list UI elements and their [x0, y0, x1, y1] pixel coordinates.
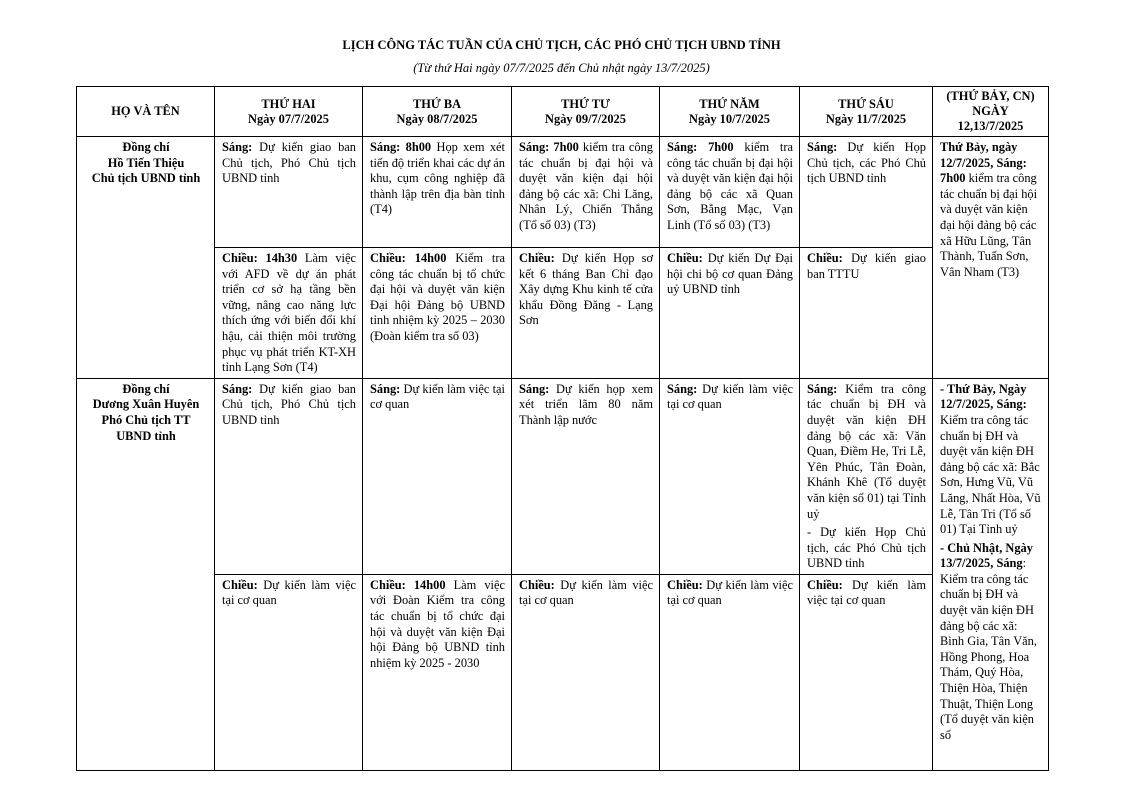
p1-wed-morning: Sáng: 7h00 kiểm tra công tác chuẩn bị đại hội và duyệt văn kiện đại hội đảng bộ các xã: Chi Lăng, Nhân Lý, Chiến Thắng (Tổ số 03) (T3) — [512, 137, 660, 248]
header-name: HỌ VÀ TÊN — [77, 87, 215, 137]
p2-tue-morning: Sáng: Dự kiến làm việc tại cơ quan — [363, 378, 512, 574]
p2-wed-morning: Sáng: Dự kiến họp xem xét triển lãm 80 năm Thành lập nước — [512, 378, 660, 574]
header-tuesday: THỨ BA Ngày 08/7/2025 — [363, 87, 512, 137]
p1-mon-afternoon: Chiều: 14h30 Làm việc với AFD về dự án phát triển cơ sở hạ tầng bền vững, nâng cao năng lực thích ứng với biến đổi khí hậu, cải thiện môi trường phục vụ phát triển KT-XH tỉnh Lạng Sơn (T4) — [215, 248, 363, 379]
p1-fri-morning: Sáng: Dự kiến Họp Chủ tịch, các Phó Chủ tịch UBND tỉnh — [800, 137, 933, 248]
person1-name: Đồng chí Hồ Tiến Thiệu Chủ tịch UBND tỉnh — [77, 137, 215, 379]
p1-tue-morning: Sáng: 8h00 Họp xem xét tiến độ triển khai các dự án khu, cụm công nghiệp đã thành lập trên địa bàn tỉnh (T4) — [363, 137, 512, 248]
person1-morning-row — [77, 137, 1049, 248]
header-weekend: (THỨ BẢY, CN) NGÀY 12,13/7/2025 — [933, 87, 1049, 137]
document-title: LỊCH CÔNG TÁC TUẦN CỦA CHỦ TỊCH, CÁC PHÓ CHỦ TỊCH UBND TỈNH — [342, 38, 781, 52]
p2-weekend: - Thứ Bảy, Ngày 12/7/2025, Sáng: Kiểm tra công tác chuẩn bị ĐH và duyệt văn kiện ĐH đảng bộ các xã: Bắc Sơn, Hưng Vũ, Vũ Lăng, Nhất Hòa, Vũ Lễ, Tân Tri (Tổ số 01) Tại Tỉnh uỷ - Chủ Nhật, Ngày 13/7/2025, Sáng: Kiểm tra công tác chuẩn bị ĐH và duyệt văn kiện ĐH đảng bộ các xã: Bình Gia, Tân Văn, Hồng Phong, Hoa Thám, Quý Hòa, Thiện Hòa, Thiện Thuật, Thiện Long (Tổ duyệt văn kiện số — [933, 378, 1049, 770]
p1-tue-afternoon: Chiều: 14h00 Kiểm tra công tác chuẩn bị tổ chức đại hội và duyệt văn kiện Đại hội Đảng bộ UBND tỉnh nhiệm kỳ 2025 – 2030 (Đoàn kiểm tra số 03) — [363, 248, 512, 379]
header-wednesday: THỨ TƯ Ngày 09/7/2025 — [512, 87, 660, 137]
header-monday: THỨ HAI Ngày 07/7/2025 — [215, 87, 363, 137]
p2-tue-afternoon: Chiều: 14h00 Làm việc với Đoàn Kiểm tra công tác chuẩn bị tổ chức đại hội và duyệt văn kiện Đại hội Đảng bộ UBND tỉnh nhiệm kỳ 2025 - 2030 — [363, 574, 512, 770]
document-subtitle: (Từ thứ Hai ngày 07/7/2025 đến Chủ nhật ngày 13/7/2025) — [413, 61, 710, 75]
schedule-table — [76, 86, 1049, 771]
p1-wed-afternoon: Chiều: Dự kiến Họp sơ kết 6 tháng Ban Chỉ đạo Xây dựng Khu kinh tế cửa khẩu Đồng Đăng - Lạng Sơn — [512, 248, 660, 379]
p1-thu-afternoon: Chiều: Dự kiến Dự Đại hội chi bộ cơ quan Đảng uỷ UBND tỉnh — [660, 248, 800, 379]
header-row — [77, 87, 1049, 137]
p2-mon-morning: Sáng: Dự kiến giao ban Chủ tịch, Phó Chủ tịch UBND tỉnh — [215, 378, 363, 574]
p1-weekend: Thứ Bảy, ngày 12/7/2025, Sáng: 7h00 kiểm tra công tác chuẩn bị đại hội và duyệt văn kiện đại hội đảng bộ các xã Hữu Lũng, Tân Thành, Tuấn Sơn, Vân Nham (T3) — [933, 137, 1049, 379]
person2-afternoon-row — [77, 574, 1049, 770]
p1-thu-morning: Sáng: 7h00 kiểm tra công tác chuẩn bị đại hội và duyệt văn kiện đại hội đảng bộ các xã Quan Sơn, Bằng Mạc, Vạn Linh (Tổ số 03) (T3) — [660, 137, 800, 248]
header-friday: THỨ SÁU Ngày 11/7/2025 — [800, 87, 933, 137]
person1-afternoon-row — [77, 248, 1049, 379]
p2-thu-afternoon: Chiều: Dự kiến làm việc tại cơ quan — [660, 574, 800, 770]
p2-fri-afternoon: Chiều: Dự kiến làm việc tại cơ quan — [800, 574, 933, 770]
p1-mon-morning: Sáng: Dự kiến giao ban Chủ tịch, Phó Chủ tịch UBND tỉnh — [215, 137, 363, 248]
p2-wed-afternoon: Chiều: Dự kiến làm việc tại cơ quan — [512, 574, 660, 770]
p1-fri-afternoon: Chiều: Dự kiến giao ban TTTU — [800, 248, 933, 379]
p2-thu-morning: Sáng: Dự kiến làm việc tại cơ quan — [660, 378, 800, 574]
person2-morning-row — [77, 378, 1049, 574]
p2-fri-morning: Sáng: Kiểm tra công tác chuẩn bị ĐH và duyệt văn kiện ĐH đảng bộ các xã: Văn Quan, Điềm He, Tri Lễ, Yên Phúc, Tân Đoàn, Khánh Khê (Tổ duyệt văn kiện số 01) tại Tỉnh uỷ - Dự kiến Họp Chủ tịch, các Phó Chủ tịch UBND tỉnh — [800, 378, 933, 574]
p2-mon-afternoon: Chiều: Dự kiến làm việc tại cơ quan — [215, 574, 363, 770]
header-thursday: THỨ NĂM Ngày 10/7/2025 — [660, 87, 800, 137]
person2-name: Đồng chí Dương Xuân Huyên Phó Chủ tịch TT UBND tỉnh — [77, 378, 215, 770]
